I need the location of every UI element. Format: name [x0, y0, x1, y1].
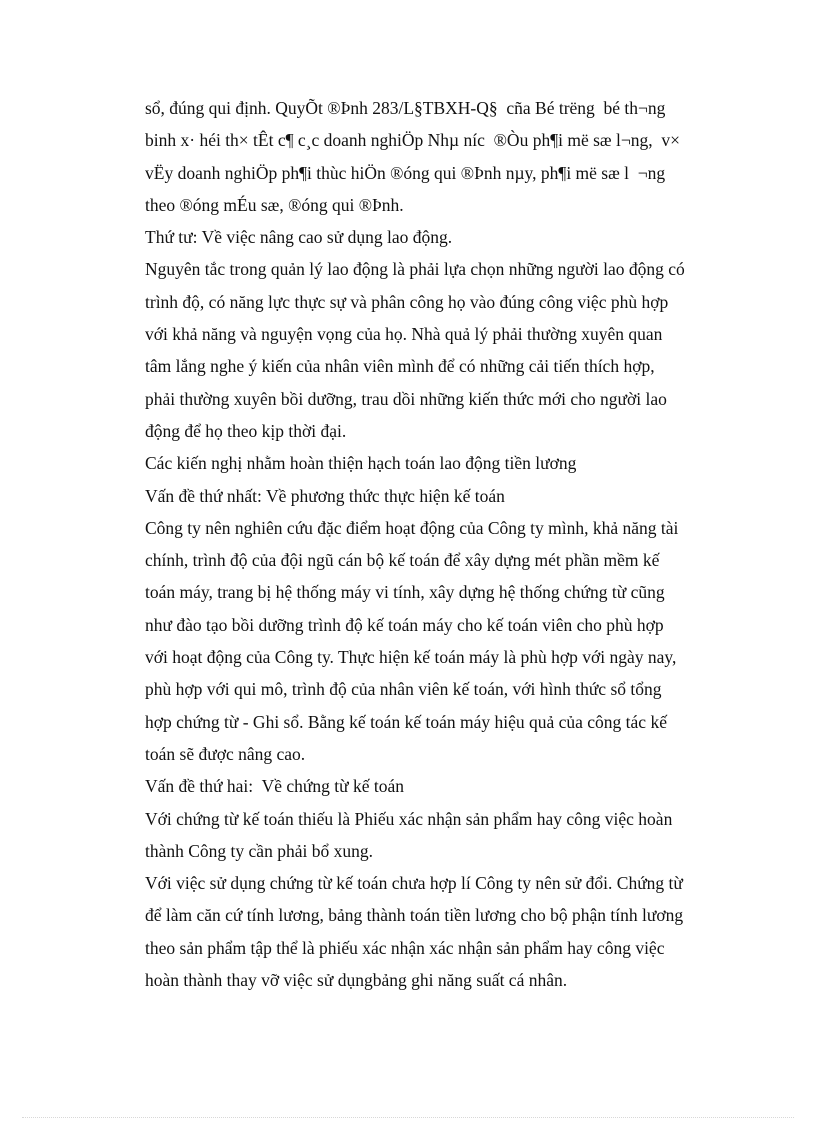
- body-line: phải thường xuyên bồi dưỡng, trau dồi những kiến thức mới cho người lao: [145, 388, 667, 409]
- body-line: Công ty nên nghiên cứu đặc điểm hoạt động của Công ty mình, khả năng tài: [145, 517, 679, 538]
- document-body: [145, 92, 755, 996]
- section-heading-line: Các kiến nghị nhằm hoàn thiện hạch toán lao động tiền lương: [145, 453, 577, 474]
- body-line: theo sản phẩm tập thể là phiếu xác nhận xác nhận sản phẩm hay công việc: [145, 937, 665, 958]
- body-line: toán sẽ được nâng cao.: [145, 743, 306, 764]
- body-line: Nguyên tắc trong quản lý lao động là phải lựa chọn những người lao động có: [145, 259, 685, 280]
- body-line: trình độ, có năng lực thực sự và phân công họ vào đúng công việc phù hợp: [145, 291, 669, 312]
- section-heading-line: Vấn đề thứ nhất: Về phương thức thực hiện kế toán: [145, 485, 505, 506]
- body-line: toán máy, trang bị hệ thống máy vi tính, xây dựng hệ thống chứng từ cũng: [145, 582, 665, 603]
- body-line: thành Công ty cần phải bổ xung.: [145, 840, 373, 861]
- body-line: Với chứng từ kế toán thiếu là Phiếu xác nhận sản phẩm hay công việc hoàn: [145, 808, 673, 829]
- body-line: sổ, đúng qui định. QuyÕt ®Þnh 283/L§TBXH-Q§ cña Bé trëng bé th¬ng: [145, 98, 666, 118]
- footer-divider: [22, 1117, 794, 1118]
- body-line: với hoạt động của Công ty. Thực hiện kế toán máy là phù hợp với ngày nay,: [145, 647, 677, 668]
- body-line: hợp chứng từ - Ghi sổ. Bằng kế toán kế toán máy hiệu quả của công tác kế: [145, 711, 667, 732]
- body-line: để làm căn cứ tính lương, bảng thành toán tiền lương cho bộ phận tính lương: [145, 905, 684, 926]
- body-line: phù hợp với qui mô, trình độ của nhân viên kế toán, với hình thức sổ tổng: [145, 679, 662, 700]
- body-line: vËy doanh nghiÖp ph¶i thùc hiÖn ®óng qui ®Þnh nµy, ph¶i më sæ l ¬ng: [145, 162, 666, 183]
- body-line: với khả năng và nguyện vọng của họ. Nhà quả lý phải thường xuyên quan: [145, 324, 663, 345]
- body-line: chính, trình độ của đội ngũ cán bộ kế toán để xây dựng mét phần mềm kế: [145, 550, 660, 571]
- body-line: tâm lắng nghe ý kiến của nhân viên mình để có những cải tiến thích hợp,: [145, 356, 655, 377]
- body-line: binh x· héi th× tÊt c¶ c¸c doanh nghiÖp Nhµ níc ®Òu ph¶i më sæ l¬ng, v×: [145, 130, 680, 151]
- body-line: hoàn thành thay vỡ việc sử dụngbảng ghi năng suất cá nhân.: [145, 970, 568, 991]
- body-line: như đào tạo bồi dưỡng trình độ kế toán máy cho kế toán viên cho phù hợp: [145, 614, 664, 635]
- body-line: động để họ theo kịp thời đại.: [145, 420, 347, 441]
- body-line: Với việc sử dụng chứng từ kế toán chưa hợp lí Công ty nên sử đổi. Chứng từ: [145, 873, 683, 894]
- section-heading-line: Thứ tư: Về việc nâng cao sử dụng lao động.: [145, 227, 453, 248]
- body-line: theo ®óng mÉu sæ, ®óng qui ®Þnh.: [145, 194, 404, 215]
- section-heading-line: Vấn đề thứ hai: Về chứng từ kế toán: [145, 776, 404, 797]
